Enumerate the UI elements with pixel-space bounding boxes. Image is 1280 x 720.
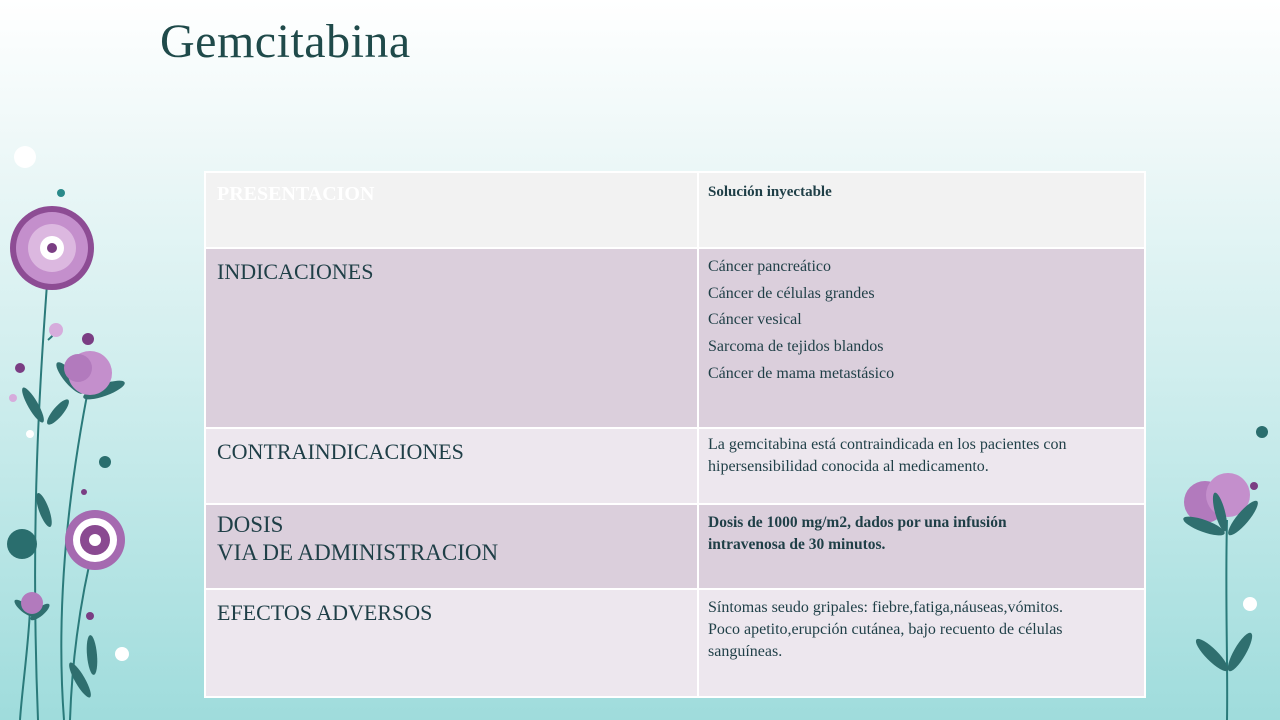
left-flower-stems [20,270,95,720]
right-flower [1181,473,1261,720]
value-line: Cáncer vesical [708,311,802,329]
value-line: Cáncer pancreático [708,258,832,275]
left-mid-flower [64,351,112,395]
table-row-indicaciones [205,248,1145,428]
row-value [698,248,1145,428]
left-ring-flower [65,510,125,570]
value-line: Cáncer de células grandes [708,284,875,302]
value-line: Cáncer de mama metastásico [708,364,895,382]
info-table [204,171,1146,698]
label-line: VIA DE ADMINISTRACION [217,540,499,565]
row-label: INDICACIONES [205,248,698,428]
value-line: La gemcitabina está contraindicada en los pacientes con [708,436,1067,453]
value-line: Dosis de 1000 mg/m2, dados por una infusión [708,514,1007,531]
table-row-presentacion [205,172,1145,248]
slide-title: Gemcitabina [160,15,411,68]
left-leaves [12,359,126,700]
value-line: intravenosa de 30 minutos. [708,536,886,553]
row-label [205,504,698,589]
label-line: DOSIS [217,512,284,537]
row-value [698,504,1145,589]
row-label: PRESENTACION [205,172,698,248]
table-row-contraindicaciones [205,428,1145,504]
left-large-flower [10,206,94,290]
row-label: CONTRAINDICACIONES [205,428,698,504]
table-row-dosis [205,504,1145,589]
table-row-efectos-adversos [205,589,1145,697]
row-value [698,428,1145,504]
left-small-flower [21,592,43,614]
row-value [698,589,1145,697]
value-line: Sarcoma de tejidos blandos [708,338,884,356]
value-line: sanguíneas. [708,643,783,660]
value-line: Poco apetito,erupción cutánea, bajo recuento de células [708,621,1063,638]
value-line: hipersensibilidad conocida al medicamento. [708,458,989,475]
value-line: Síntomas seudo gripales: fiebre,fatiga,náuseas,vómitos. [708,599,1064,616]
row-value [698,172,1145,248]
value-line: Solución inyectable [708,184,832,200]
row-label: EFECTOS ADVERSOS [205,589,698,697]
